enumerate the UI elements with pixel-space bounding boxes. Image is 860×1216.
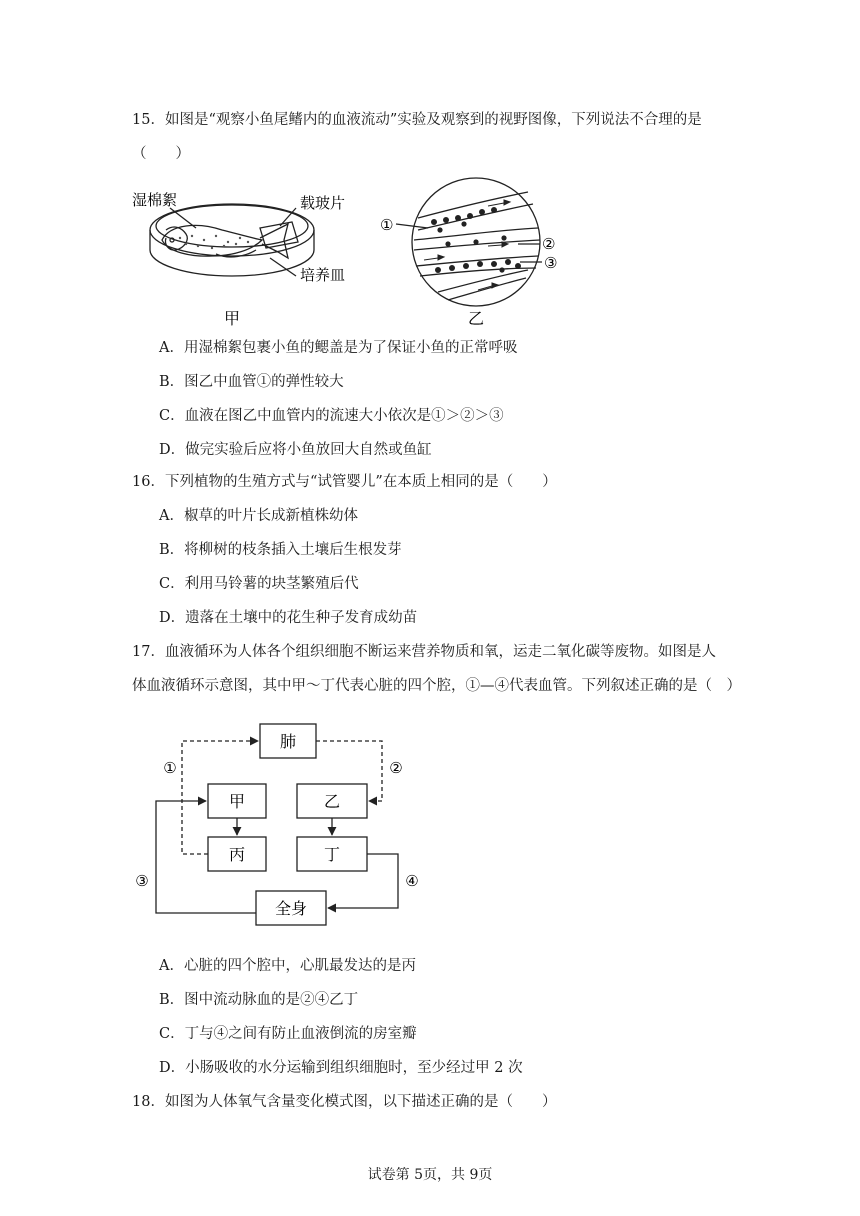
vessel-2: ② [389,759,403,777]
box-jia: 甲 [228,792,246,811]
vessel-1: ① [163,759,177,777]
q15-option-b: B．图乙中血管①的弹性较大 [159,374,344,390]
q15-stem: 15．如图是“观察小鱼尾鳍内的血液流动”实验及观察到的视野图像，下列说法不合理的是 [132,112,702,128]
q17-option-b: B．图中流动脉血的是②④乙丁 [159,992,359,1008]
q17-stem-line1: 17．血液循环为人体各个组织细胞不断运来营养物质和氧，运走二氧化碳等废物。如图是人 [132,644,716,660]
q16-option-a: A．椒草的叶片长成新植株幼体 [159,508,358,524]
label-cotton: 湿棉絮 [132,191,178,209]
label-dish: 培养皿 [300,266,346,284]
box-ding: 丁 [323,845,341,864]
q17-option-a: A．心脏的四个腔中，心肌最发达的是丙 [159,958,416,974]
box-body: 全身 [274,899,308,918]
q16-option-c: C．利用马铃薯的块茎繁殖后代 [159,576,359,592]
q15-option-a: A．用湿棉絮包裹小鱼的鳃盖是为了保证小鱼的正常呼吸 [159,340,518,356]
q17-circulation-diagram [130,718,430,933]
page-footer: 试卷第 5页，共 9页 [367,1167,493,1183]
label-jia: 甲 [224,309,241,328]
label-yi: 乙 [468,309,485,328]
q16-option-b: B．将柳树的枝条插入土壤后生根发芽 [159,542,402,558]
label-slide: 载玻片 [300,194,346,212]
q15-option-c: C．血液在图乙中血管内的流速大小依次是①＞②＞③ [159,408,504,424]
q15-paren: （ ） [132,146,190,162]
label-vessel-3: ③ [544,254,558,272]
q15-figure-yi [378,178,578,328]
label-vessel-2: ② [542,235,556,253]
q15-figure-jia [120,180,370,330]
q17-stem-line2: 体血液循环示意图，其中甲～丁代表心脏的四个腔，①—④代表血管。下列叙述正确的是（ ） [132,678,741,694]
q15-option-d: D．做完实验后应将小鱼放回大自然或鱼缸 [159,442,432,458]
q16-option-d: D．遗落在土壤中的花生种子发育成幼苗 [159,610,418,626]
q18-stem: 18．如图为人体氧气含量变化模式图，以下描述正确的是（ ） [132,1094,557,1110]
box-bing: 丙 [228,845,246,864]
label-vessel-1: ① [380,216,394,234]
box-lung: 肺 [279,732,297,751]
q17-option-d: D．小肠吸收的水分运输到组织细胞时，至少经过甲 2 次 [159,1060,523,1076]
q16-stem: 16．下列植物的生殖方式与“试管婴儿”在本质上相同的是（ ） [132,474,557,490]
q17-option-c: C．丁与④之间有防止血液倒流的房室瓣 [159,1026,417,1042]
vessel-3: ③ [135,872,149,890]
vessel-4: ④ [405,872,419,890]
box-yi: 乙 [323,792,341,811]
